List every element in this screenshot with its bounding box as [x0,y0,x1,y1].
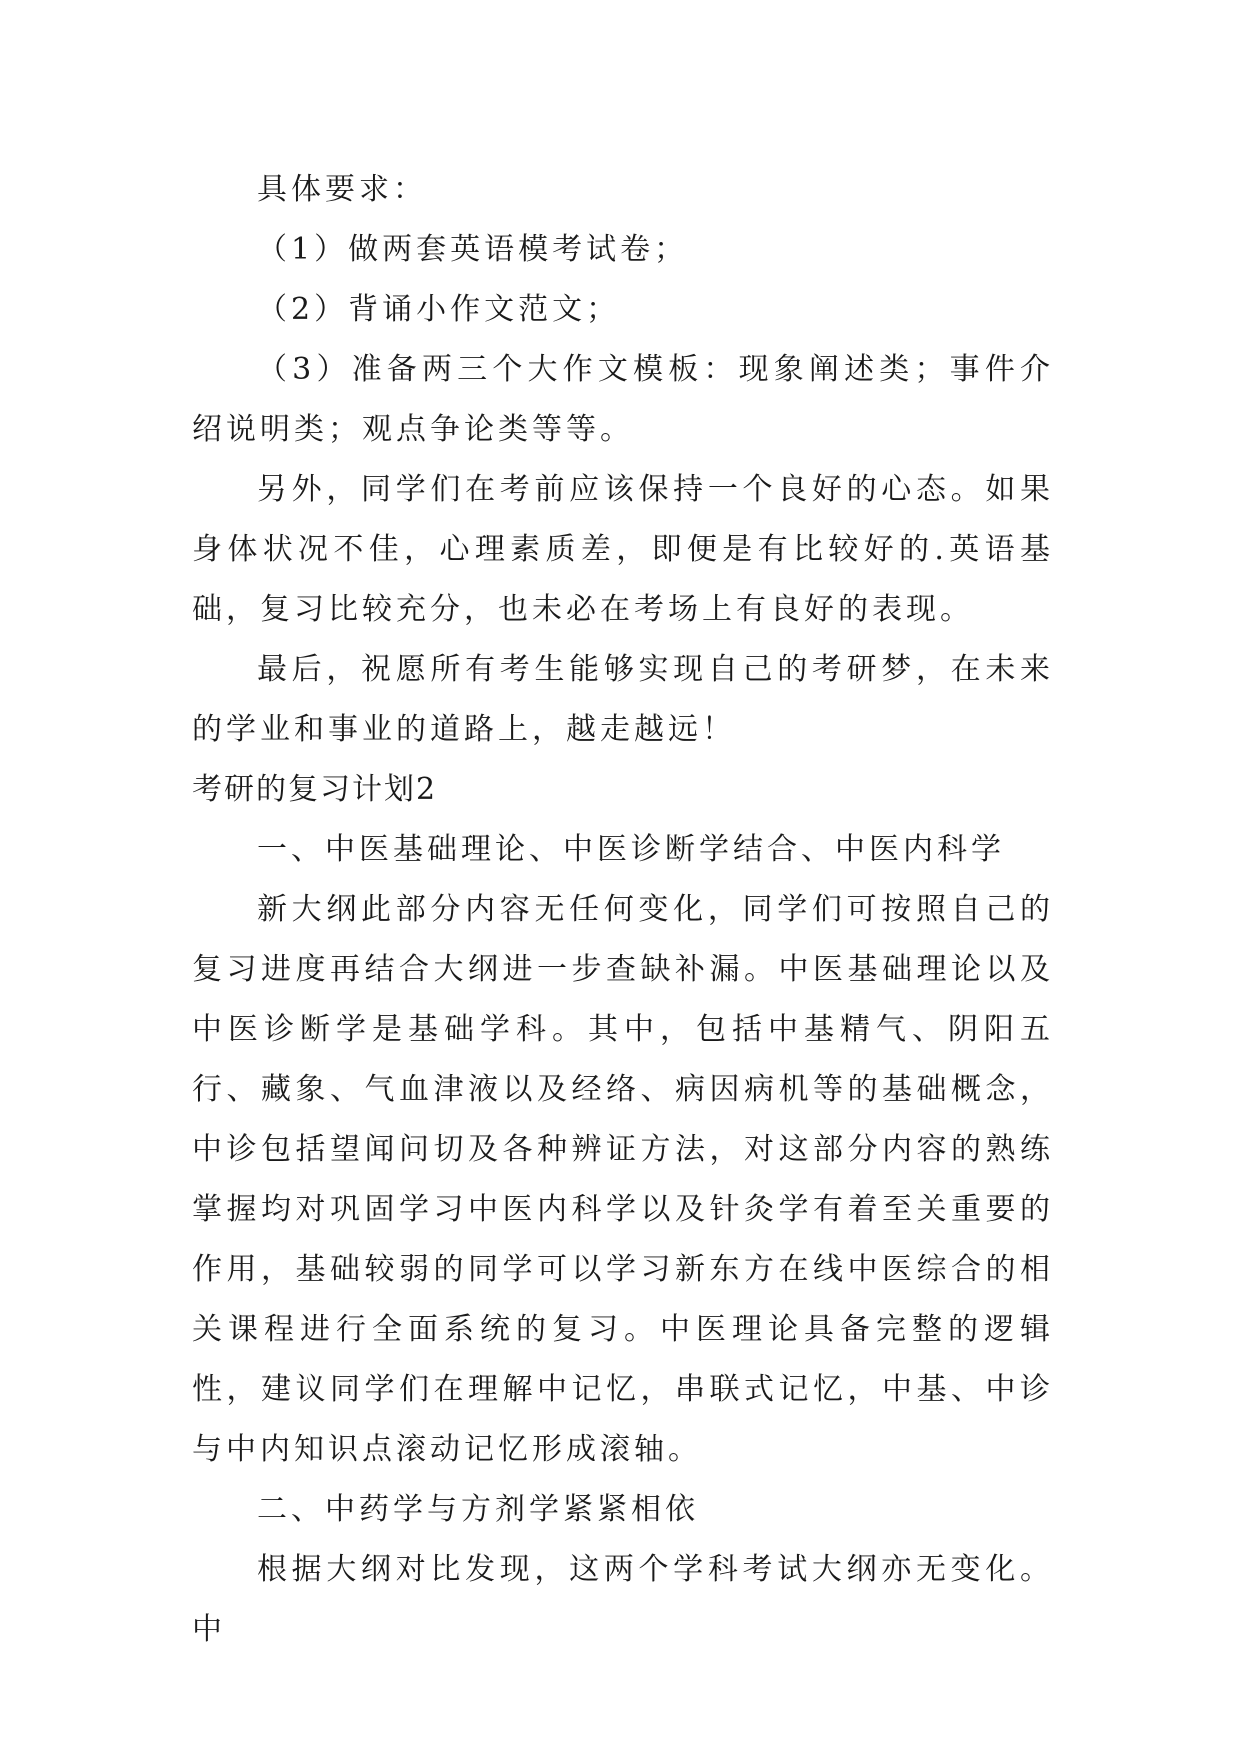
paragraph-mindset: 另外，同学们在考前应该保持一个良好的心态。如果身体状况不佳，心理素质差，即便是有比较好的.英语基础，复习比较充分，也未必在考场上有良好的表现。 [192,472,1054,627]
requirement-item-3: （3）准备两三个大作文模板：现象阐述类；事件介绍说明类；观点争论类等等。 [192,352,1054,447]
section-title: 考研的复习计划2 [192,772,438,807]
paragraph-pharmacology: 根据大纲对比发现，这两个学科考试大纲亦无变化。中 [192,1552,1054,1647]
requirements-intro: 具体要求： [257,172,427,207]
requirement-item-1: （1）做两套英语模考试卷； [257,232,689,267]
document-body [192,160,1054,1660]
subheading-2: 二、中药学与方剂学紧紧相依 [257,1492,699,1527]
requirement-item-2: （2）背诵小作文范文； [257,292,621,327]
subheading-1: 一、中医基础理论、中医诊断学结合、中医内科学 [257,832,1005,867]
paragraph-basic-theory: 新大纲此部分内容无任何变化，同学们可按照自己的复习进度再结合大纲进一步查缺补漏。中医基础理论以及中医诊断学是基础学科。其中，包括中基精气、阴阳五行、藏象、气血津液以及经络、病因病机等的基础概念，中诊包括望闻问切及各种辨证方法，对这部分内容的熟练掌握均对巩固学习中医内科学以及针灸学有着至关重要的作用，基础较弱的同学可以学习新东方在线中医综合的相关课程进行全面系统的复习。中医理论具备完整的逻辑性，建议同学们在理解中记忆，串联式记忆，中基、中诊与中内知识点滚动记忆形成滚轴。 [192,892,1054,1467]
paragraph-closing-wish: 最后，祝愿所有考生能够实现自己的考研梦，在未来的学业和事业的道路上，越走越远！ [192,652,1054,747]
